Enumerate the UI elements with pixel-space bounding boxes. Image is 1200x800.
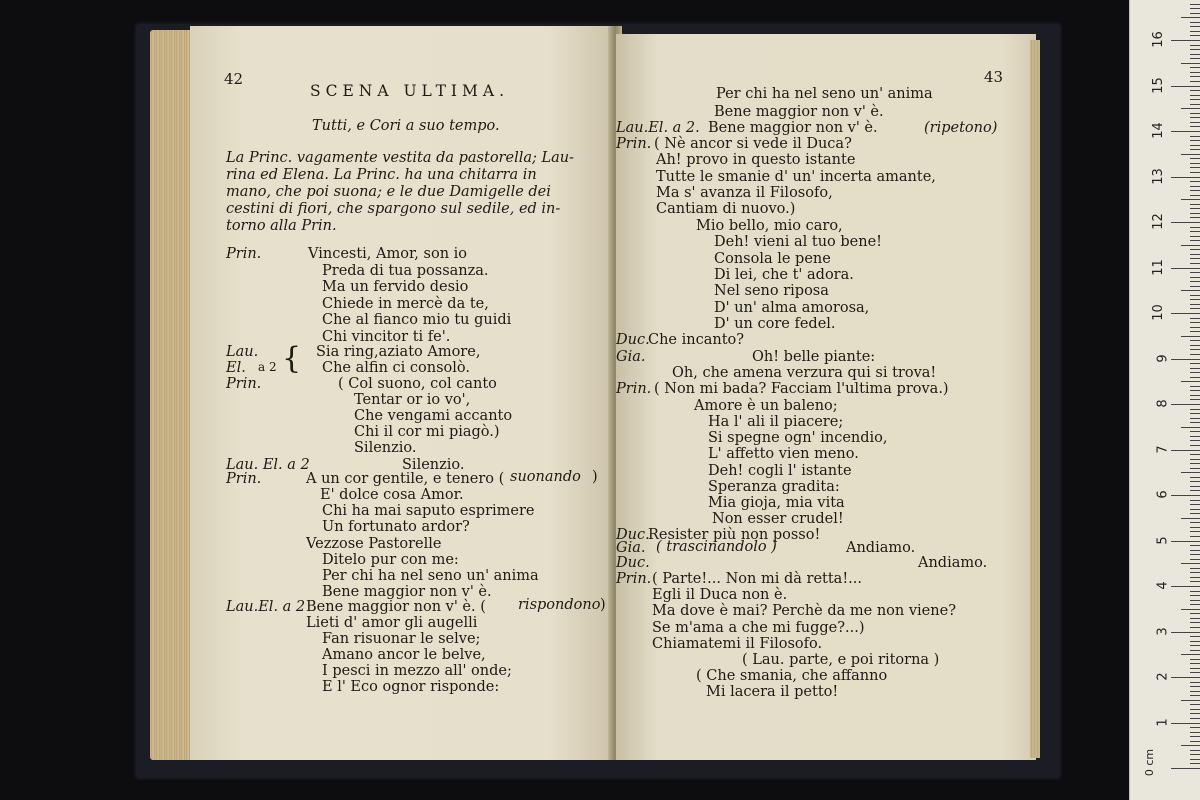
verse-line: Si spegne ogn' incendio, [708, 430, 888, 446]
verse-line: E l' Eco ognor risponde: [322, 679, 500, 695]
ruler-number: 16 [1151, 31, 1167, 48]
ruler-tick [1181, 700, 1200, 701]
verse-line: Chi vincitor ti fe'. [322, 329, 451, 345]
ruler-tick [1190, 190, 1200, 191]
verse-line: Che vengami accanto [354, 408, 513, 424]
ruler-tick [1190, 741, 1200, 742]
ruler-tick [1190, 286, 1200, 287]
ruler-tick [1190, 158, 1200, 159]
scene-title: SCENA ULTIMA. [310, 82, 510, 100]
verse-line: Egli il Duca non è. [652, 587, 788, 603]
ruler-tick [1190, 377, 1200, 378]
ruler-tick [1190, 163, 1200, 164]
verse-line: L' affetto vien meno. [708, 446, 859, 462]
ruler-tick [1190, 217, 1200, 218]
ruler-tick [1190, 76, 1200, 77]
ruler-tick [1181, 17, 1200, 18]
verse-line: Silenzio. [354, 440, 417, 456]
verse-line: Ah! provo in questo istante [656, 152, 856, 168]
verse-line: ( Non mi bada? Facciam l'ultima prova.) [654, 381, 949, 397]
ruler-tick [1171, 768, 1200, 769]
ruler-tick [1190, 22, 1200, 23]
ruler-tick [1190, 354, 1200, 355]
ruler-tick [1171, 632, 1200, 633]
ruler-tick [1190, 299, 1200, 300]
ruler-tick [1171, 677, 1200, 678]
verse-line: Deh! vieni al tuo bene! [714, 234, 882, 250]
ruler-tick [1190, 572, 1200, 573]
verse-line: Mio bello, mio caro, [696, 218, 843, 234]
stage-direction-line: cestini di fiori, che spargono sul sedile, ed in- [226, 201, 561, 217]
ruler-tick [1171, 131, 1200, 132]
ruler-tick [1190, 436, 1200, 437]
ruler-tick [1190, 236, 1200, 237]
ruler-tick [1190, 304, 1200, 305]
verse-line: Ha l' ali il piacere; [708, 414, 844, 430]
stage-note-trascinandolo: ( trascinandolo ) [656, 539, 777, 555]
stage-note-suonando: suonando [510, 469, 581, 485]
ruler-tick [1190, 672, 1200, 673]
closing-paren: ) [592, 469, 598, 485]
ruler-tick [1190, 122, 1200, 123]
ruler-tick [1190, 668, 1200, 669]
ruler-tick [1190, 13, 1200, 14]
ruler-number: 5 [1155, 535, 1171, 545]
ruler-tick [1190, 258, 1200, 259]
ruler-tick [1171, 359, 1200, 360]
ruler-tick [1190, 249, 1200, 250]
ruler-tick [1171, 495, 1200, 496]
verse-line: Di lei, che t' adora. [714, 267, 854, 283]
ruler-tick [1190, 318, 1200, 319]
verse-line: Oh, che amena verzura qui si trova! [672, 365, 937, 381]
ruler-tick [1190, 113, 1200, 114]
ruler-tick [1190, 554, 1200, 555]
ruler-tick [1190, 409, 1200, 410]
ruler-tick [1181, 336, 1200, 337]
ruler-tick [1171, 586, 1200, 587]
verse-line: A un cor gentile, e tenero ( [306, 471, 505, 487]
ruler-tick [1190, 682, 1200, 683]
ruler-tick [1190, 327, 1200, 328]
ruler-tick [1181, 472, 1200, 473]
ruler-tick [1190, 186, 1200, 187]
speaker-label: Duc. [616, 527, 650, 543]
ruler-tick [1181, 154, 1200, 155]
verse-line: Fan risuonar le selve; [322, 631, 481, 647]
ruler-tick [1190, 172, 1200, 173]
verse-line: Chiamatemi il Filosofo. [652, 636, 823, 652]
ruler-tick [1190, 636, 1200, 637]
ruler-tick [1190, 477, 1200, 478]
ruler-tick [1190, 390, 1200, 391]
ruler-tick [1190, 126, 1200, 127]
ruler-tick [1181, 108, 1200, 109]
verse-line: Un fortunato ardor? [322, 519, 470, 535]
ruler-tick [1190, 349, 1200, 350]
ruler-tick [1181, 199, 1200, 200]
ruler-tick [1190, 140, 1200, 141]
ruler-tick [1190, 145, 1200, 146]
ruler-number: 3 [1155, 626, 1171, 636]
ruler-tick [1190, 295, 1200, 296]
ruler-tick [1190, 208, 1200, 209]
ruler-tick [1190, 600, 1200, 601]
a2-mark: a 2 [258, 360, 277, 374]
ruler-tick [1190, 395, 1200, 396]
ruler-tick [1190, 31, 1200, 32]
ruler-tick [1190, 709, 1200, 710]
verse-line: Chiede in mercè da te, [322, 296, 489, 312]
scene-subtitle: Tutti, e Cori a suo tempo. [312, 118, 500, 134]
verse-line: I pesci in mezzo all' onde; [322, 663, 512, 679]
verse-line: Per chi ha nel seno un' anima [322, 568, 539, 584]
ruler-tick [1190, 754, 1200, 755]
ruler-tick [1181, 290, 1200, 291]
ruler-tick [1190, 90, 1200, 91]
ruler-tick [1190, 149, 1200, 150]
speaker-label: Prin. [226, 376, 262, 392]
ruler-number: 13 [1151, 167, 1167, 185]
verse-line: Lieti d' amor gli augelli [306, 615, 478, 631]
ruler-tick [1190, 104, 1200, 105]
verse-line: E' dolce cosa Amor. [320, 487, 464, 503]
ruler-tick [1190, 35, 1200, 36]
verse-line: Bene maggior non v' è. [322, 584, 492, 600]
verse-line: Ma dove è mai? Perchè da me non viene? [652, 603, 956, 619]
verse-line: Vezzose Pastorelle [306, 536, 442, 552]
ruler-tick [1190, 522, 1200, 523]
ruler-tick [1190, 254, 1200, 255]
verse-line: Non esser crudel! [712, 511, 844, 527]
ruler-tick [1190, 386, 1200, 387]
verse-line: Ma un fervido desio [322, 279, 469, 295]
stage-direction-line: mano, che poi suona; e le due Damigelle dei [226, 184, 551, 200]
ruler-tick [1190, 732, 1200, 733]
ruler-tick [1181, 63, 1200, 64]
ruler-tick [1190, 759, 1200, 760]
ruler-tick [1190, 331, 1200, 332]
ruler-number: 12 [1151, 213, 1167, 230]
ruler-tick [1190, 613, 1200, 614]
verse-line: ( Che smania, che affanno [696, 668, 888, 684]
verse-line: ( Lau. parte, e poi ritorna ) [742, 652, 940, 668]
ruler-tick [1190, 718, 1200, 719]
ruler-tick [1190, 26, 1200, 27]
verse-line: Cantiam di nuovo.) [656, 201, 796, 217]
ruler-number: 2 [1155, 672, 1171, 681]
speaker-label: Prin. [616, 571, 652, 587]
left-page [190, 26, 612, 760]
ruler-tick [1190, 422, 1200, 423]
verse-line: D' un' alma amorosa, [714, 300, 870, 316]
ruler-tick [1190, 272, 1200, 273]
ruler-tick [1190, 322, 1200, 323]
ruler-tick [1190, 481, 1200, 482]
ruler-tick [1190, 204, 1200, 205]
ruler-tick [1190, 45, 1200, 46]
verse-line: D' un core fedel. [714, 316, 836, 332]
verse-line: Speranza gradita: [708, 479, 840, 495]
verse-line: Per chi ha nel seno un' anima [716, 86, 933, 102]
ruler-tick [1190, 727, 1200, 728]
verse-line: Se m'ama a che mi fugge?...) [652, 620, 865, 636]
verse-line: Resister più non posso! [648, 527, 821, 543]
ruler-tick [1171, 268, 1200, 269]
ruler-tick [1190, 440, 1200, 441]
ruler-number: 7 [1155, 444, 1171, 454]
ruler-tick [1190, 363, 1200, 364]
page-number: 42 [224, 70, 244, 88]
ruler-tick [1190, 581, 1200, 582]
ruler-number: 6 [1155, 490, 1171, 499]
ruler-tick [1190, 281, 1200, 282]
ruler-tick [1171, 86, 1200, 87]
right-page [616, 34, 1036, 760]
ruler-tick [1190, 704, 1200, 705]
ruler-tick [1190, 713, 1200, 714]
ruler-tick [1190, 277, 1200, 278]
speaker-label: Prin. [616, 381, 652, 397]
stage-direction-line: torno alla Prin. [226, 218, 337, 234]
ruler-tick [1190, 595, 1200, 596]
ruler-tick [1190, 195, 1200, 196]
ruler-tick [1190, 81, 1200, 82]
speaker-label: Lau.El. a 2. [616, 120, 700, 136]
verse-line: Silenzio. [402, 457, 465, 473]
ruler-tick [1190, 650, 1200, 651]
closing-paren: ) [600, 597, 606, 613]
ruler-tick [1190, 240, 1200, 241]
ruler-tick [1190, 645, 1200, 646]
ruler-tick [1190, 513, 1200, 514]
ruler-tick [1190, 136, 1200, 137]
ruler-tick [1190, 368, 1200, 369]
verse-line: ( Nè ancor si vede il Duca? [654, 136, 852, 152]
ruler-tick [1190, 463, 1200, 464]
verse-line: Bene maggior non v' è. [708, 120, 878, 136]
stage-direction-line: La Princ. vagamente vestita da pastorella; Lau- [226, 150, 574, 166]
ruler-unit-label: 0 cm [1143, 748, 1157, 777]
ruler-tick [1190, 413, 1200, 414]
verse-line: Vincesti, Amor, son io [308, 246, 468, 262]
speaker-label: Gia. [616, 349, 646, 365]
ruler-number: 9 [1155, 353, 1171, 363]
ruler-tick [1181, 563, 1200, 564]
ruler-tick [1181, 381, 1200, 382]
ruler-tick [1171, 222, 1200, 223]
ruler-tick [1190, 604, 1200, 605]
ruler-tick [1190, 627, 1200, 628]
ruler-tick [1190, 568, 1200, 569]
ruler-tick [1190, 340, 1200, 341]
ruler-tick [1190, 577, 1200, 578]
ruler-number: 10 [1151, 304, 1167, 321]
verse-line: Amore è un baleno; [694, 398, 838, 414]
verse-line: Chi ha mai saputo esprimere [322, 503, 535, 519]
speaker-label: Gia. [616, 540, 646, 556]
verse-line: Tutte le smanie d' un' incerta amante, [656, 169, 936, 185]
ruler-tick [1190, 454, 1200, 455]
ruler-tick [1181, 427, 1200, 428]
ruler-tick [1190, 736, 1200, 737]
speaker-label: El. [226, 360, 246, 376]
speaker-label: Prin. [226, 471, 262, 487]
stage-note-ripetono: (ripetono) [924, 120, 998, 136]
ruler-tick [1190, 372, 1200, 373]
ruler-number: 4 [1155, 581, 1171, 590]
stage-direction-line: rina ed Elena. La Princ. ha una chitarra in [226, 167, 537, 183]
ruler-tick [1181, 654, 1200, 655]
speaker-label: Lau.El. a 2 [226, 599, 306, 615]
ruler-tick [1190, 691, 1200, 692]
ruler-tick [1190, 231, 1200, 232]
ruler-tick [1190, 618, 1200, 619]
verse-line: Amano ancor le belve, [322, 647, 486, 663]
ruler-tick [1190, 263, 1200, 264]
ruler-tick [1190, 550, 1200, 551]
verse-line: Preda di tua possanza. [322, 263, 489, 279]
ruler-tick [1190, 504, 1200, 505]
ruler-tick [1190, 500, 1200, 501]
ruler-tick [1190, 54, 1200, 55]
ruler-number: 11 [1151, 258, 1167, 276]
ruler-number: 1 [1155, 717, 1171, 727]
verse-line: Mia gioja, mia vita [708, 495, 845, 511]
ruler-number: 14 [1151, 122, 1167, 139]
ruler-tick [1190, 622, 1200, 623]
verse-line: Consola le pene [714, 251, 831, 267]
stage-note-rispondono: rispondono [518, 597, 601, 613]
ruler-tick [1190, 117, 1200, 118]
speaker-label: Lau. El. a 2 [226, 457, 310, 473]
page-edges-right [1030, 40, 1040, 758]
ruler-tick [1190, 8, 1200, 9]
verse-line: ( Col suono, col canto [338, 376, 497, 392]
ruler-tick [1190, 399, 1200, 400]
verse-line: Deh! cogli l' istante [708, 463, 852, 479]
ruler-tick [1190, 49, 1200, 50]
verse-line: Chi il cor mi piagò.) [354, 424, 500, 440]
ruler-tick [1190, 686, 1200, 687]
ruler-tick [1171, 40, 1200, 41]
verse-line: Ditelo pur con me: [322, 552, 459, 568]
speaker-label: Lau. [226, 344, 259, 360]
ruler-tick [1190, 72, 1200, 73]
verse-line: Sia ring,aziato Amore, [316, 344, 481, 360]
ruler-tick [1190, 227, 1200, 228]
ruler-tick [1190, 545, 1200, 546]
speaker-label: Duc. [616, 332, 650, 348]
ruler-tick [1190, 763, 1200, 764]
ruler-tick [1190, 345, 1200, 346]
brace: { [282, 341, 302, 376]
ruler-tick [1190, 531, 1200, 532]
ruler-tick [1190, 4, 1200, 5]
ruler-tick [1190, 308, 1200, 309]
ruler-tick [1190, 58, 1200, 59]
ruler-tick [1190, 659, 1200, 660]
verse-line: Che alfin ci consolò. [322, 360, 470, 376]
ruler-tick [1190, 213, 1200, 214]
ruler-tick [1190, 750, 1200, 751]
verse-line: Ma s' avanza il Filosofo, [656, 185, 833, 201]
speaker-label: Prin. [616, 136, 652, 152]
ruler-tick [1190, 67, 1200, 68]
verse-line: Bene maggior non v' è. ( [306, 599, 486, 615]
verse-line: Che al fianco mio tu guidi [322, 312, 512, 328]
verse-line: Andiamo. [846, 540, 916, 556]
ruler-tick [1181, 745, 1200, 746]
verse-line: Oh! belle piante: [752, 349, 876, 365]
ruler-tick [1181, 609, 1200, 610]
measuring-ruler [1129, 0, 1200, 800]
ruler-tick [1190, 181, 1200, 182]
ruler-number: 8 [1155, 399, 1171, 408]
speaker-label: Duc. [616, 555, 650, 571]
ruler-tick [1190, 695, 1200, 696]
ruler-tick [1190, 468, 1200, 469]
speaker-label: Prin. [226, 246, 262, 262]
verse-line: ( Parte!... Non mi dà retta!... [652, 571, 862, 587]
ruler-tick [1190, 509, 1200, 510]
ruler-tick [1190, 527, 1200, 528]
ruler-tick [1181, 245, 1200, 246]
ruler-tick [1190, 418, 1200, 419]
ruler-tick [1190, 95, 1200, 96]
verse-line: Bene maggior non v' è. [714, 104, 884, 120]
ruler-number: 15 [1151, 76, 1167, 94]
verse-line: Tentar or io vo', [354, 392, 471, 408]
ruler-tick [1190, 663, 1200, 664]
ruler-tick [1190, 431, 1200, 432]
ruler-tick [1190, 445, 1200, 446]
ruler-tick [1171, 723, 1200, 724]
verse-line: Andiamo. [918, 555, 988, 571]
verse-line: Che incanto? [648, 332, 745, 348]
ruler-tick [1190, 459, 1200, 460]
ruler-tick [1171, 404, 1200, 405]
ruler-tick [1190, 486, 1200, 487]
verse-line: Nel seno riposa [714, 283, 829, 299]
page-number: 43 [984, 68, 1004, 86]
ruler-tick [1171, 313, 1200, 314]
ruler-tick [1190, 99, 1200, 100]
ruler-tick [1190, 536, 1200, 537]
ruler-tick [1190, 490, 1200, 491]
ruler-tick [1190, 167, 1200, 168]
ruler-tick [1190, 641, 1200, 642]
ruler-tick [1171, 541, 1200, 542]
ruler-tick [1171, 450, 1200, 451]
ruler-tick [1190, 559, 1200, 560]
ruler-tick [1171, 177, 1200, 178]
ruler-tick [1181, 518, 1200, 519]
verse-line: Mi lacera il petto! [706, 684, 839, 700]
ruler-tick [1190, 591, 1200, 592]
